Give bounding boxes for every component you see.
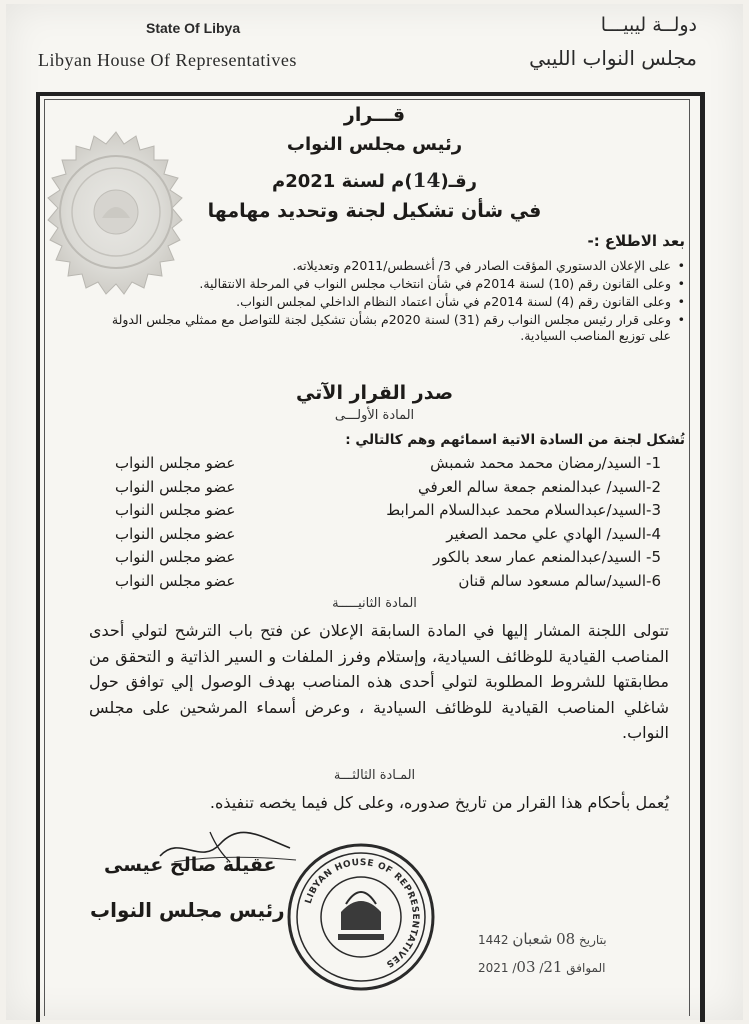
member-role: عضو مجلس النواب [115, 454, 236, 472]
document-subject: في شأن تشكيل لجنة وتحديد مهامها [207, 200, 542, 222]
article-3-text: يُعمل بأحكام هذا القرار من تاريخ صدوره، وعلى كل فيما يخصه تنفيذه. [209, 793, 669, 812]
signatory-name: عقيلة صالح عيسى [104, 854, 277, 876]
list-item: • على الإعلان الدستوري المؤقت الصادر في 3/ أغسطس/2011م وتعديلاته. [105, 258, 685, 274]
gregorian-year: 2021 [478, 961, 509, 975]
member-name: 5- السيد/عبدالمنعم عمار سعد بالكور [433, 548, 661, 566]
decision-number-suffix: )م لسنة 2021م [272, 171, 413, 192]
member-role: عضو مجلس النواب [115, 571, 236, 590]
list-item: • وعلى قرار رئيس مجلس النواب رقم (31) لسنة 2020م بشأن تشكيل لجنة للتواصل مع ممثلي مجلس الدولة على توزيع المناصب السيادية. [105, 312, 685, 344]
gregorian-day: 21 [543, 958, 563, 976]
preamble-heading: بعد الاطلاع :- [587, 232, 685, 250]
hijri-year: 1442 [478, 933, 509, 947]
header-house-ar: مجلس النواب الليبي [529, 46, 697, 70]
gregorian-month: 03 [516, 958, 536, 976]
list-item [105, 546, 661, 570]
list-item [105, 570, 661, 594]
preamble-list [105, 258, 685, 346]
members-list [105, 452, 661, 593]
article-3-label: المـادة الثالثـــة [333, 768, 416, 783]
member-role: عضو مجلس النواب [115, 501, 236, 519]
list-item [105, 476, 661, 500]
article-2-text: تتولى اللجنة المشار إليها في المادة السابقة الإعلان عن فتح باب الترشح لتولي أحدى المناصب القيادية للوظائف السيادية، وإستلام وفرز الملفات و السير الذاتية و التحقق من مطابقتها للشروط المطلوبة لتولي أحدى هذه المناصب بهدف الوصول إلي توافق حول شاغلي المناصب القيادية للوظائف السيادية ، وعرض أسماء المرشحين على مجلس النواب. [89, 621, 669, 742]
article-2-label: المادة الثانيـــــة [332, 596, 417, 611]
member-name: 3-السيد/عبدالسلام محمد عبدالسلام المرابط [386, 501, 661, 519]
issued-heading: صدر القرار الآتي [295, 382, 454, 404]
decision-number-prefix: رقـ( [440, 171, 477, 192]
document-title: قـــرار [343, 104, 406, 126]
article-1-label: المادة الأولـــى [334, 408, 415, 423]
member-name: 4-السيد/ الهادي علي محمد الصغير [446, 524, 661, 543]
list-item [105, 499, 661, 523]
header-state-ar: دولــة ليبيـــا [600, 14, 697, 36]
list-item [105, 452, 661, 476]
header-house-en: Libyan House Of Representatives [38, 50, 297, 70]
list-item: • وعلى القانون رقم (10) لسنة 2014م في شأن انتخاب مجلس النواب في المرحلة الانتقالية. [105, 276, 685, 292]
header-state-en: State Of Libya [146, 20, 241, 36]
member-role: عضو مجلس النواب [115, 548, 236, 566]
gregorian-date: الموافق 21/ 03/ 2021 [478, 958, 606, 976]
gregorian-date-label: الموافق [566, 961, 606, 975]
list-item [105, 523, 661, 547]
member-role: عضو مجلس النواب [115, 477, 236, 496]
signatory-title: رئيس مجلس النواب [90, 898, 285, 922]
member-name: 2-السيد/ عبدالمنعم جمعة سالم العرفي [418, 477, 661, 496]
document-issuer: رئيس مجلس النواب [286, 134, 463, 155]
member-role: عضو مجلس النواب [115, 524, 236, 543]
hijri-date [478, 930, 607, 948]
decision-number [0, 168, 749, 192]
hijri-date-label: بتاريخ [579, 933, 607, 947]
member-name: 1- السيد/رمضان محمد محمد شمبش [430, 454, 661, 472]
hijri-month: شعبان [512, 930, 553, 948]
hijri-day: 08 [556, 930, 576, 948]
article-1-intro: تُشكل لجنة من السادة الاتية اسمائهم وهم كالتالي : [345, 432, 685, 448]
decision-number-value: 14 [412, 168, 441, 192]
list-item: • وعلى القانون رقم (4) لسنة 2014م في شأن اعتماد النظام الداخلي لمجلس النواب. [105, 294, 685, 310]
official-stamp-icon [286, 842, 436, 992]
svg-text:LIBYAN HOUSE OF REPRESENTATIVE: LIBYAN HOUSE OF REPRESENTATIVES [303, 857, 421, 970]
member-name: 6-السيد/سالم مسعود سالم قنان [458, 571, 661, 590]
